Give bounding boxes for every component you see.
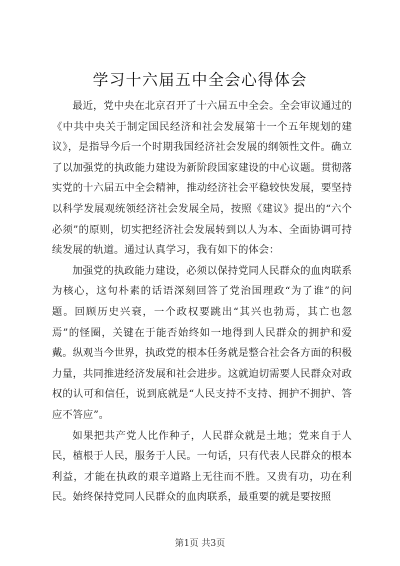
document-body <box>52 97 352 509</box>
document-title: 学习十六届五中全会心得体会 <box>92 71 308 89</box>
paragraph-3: 如果把共产党人比作种子，人民群众就是土地；党来自于人民，植根于人民，服务于人民。一句话，只有代表人民群众的根本利益，才能在执政的艰辛道路上无往而不胜。又贵有功，功在利民。始终保持党同人民群众的血肉联系，最重要的就是要按照 <box>52 430 352 504</box>
page-number-footer: 第1页 共3页 <box>174 539 226 549</box>
paragraph-2: 加强党的执政能力建设，必须以保持党同人民群众的血肉联系为核心，这句朴素的话语深刻回答了党治国理政“为了谁”的问题。回顾历史兴衰，一个政权要跳出“其兴也勃焉，其亡也忽焉”的怪圈，关键在于能否始终如一地得到人民群众的拥护和爱戴。纵观当今世界，执政党的根本任务就是整合社会各方面的积极力量，共同推进经济发展和社会进步。这就迫切需要人民群众对政权的认可和信任，说到底就是“人民支持不支持、拥护不拥护、答应不答应”。 <box>52 265 352 421</box>
paragraph-1: 最近，党中央在北京召开了十六届五中全会。全会审议通过的《中共中央关于制定国民经济和社会发展第十一个五年规划的建议》，是指导今后一个时期我国经济社会发展的纲领性文件。确立了以加强党的执政能力建设为新阶段国家建设的中心议题。贯彻落实党的十六届五中全会精神，推动经济社会平稳较快发展，要坚持以科学发展观统领经济社会发展全局，按照《建议》提出的“六个必须”的原则，切实把经济社会发展转到以人为本、全面协调可持续发展的轨道。通过认真学习，我有如下的体会： <box>52 101 352 257</box>
